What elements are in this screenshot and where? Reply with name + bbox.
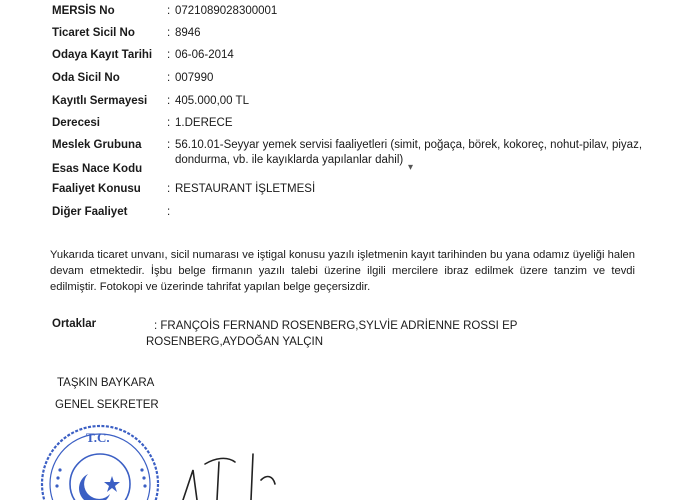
field-label: MERSİS No — [52, 5, 115, 17]
field-value: 405.000,00 TL — [175, 95, 249, 107]
field-label: Diğer Faaliyet — [52, 206, 128, 218]
signatory-title: GENEL SEKRETER — [55, 399, 159, 411]
field-label: Odaya Kayıt Tarihi — [52, 49, 153, 61]
field-colon: : — [167, 117, 171, 129]
field-label: Meslek Grubuna — [52, 139, 142, 151]
field-value: 0721089028300001 — [175, 5, 278, 17]
official-seal-stamp — [38, 412, 168, 500]
partners-value — [146, 318, 576, 350]
field-colon: : — [167, 5, 171, 17]
certificate-statement: Yukarıda ticaret unvanı, sicil numarası ve iştigal konusu yazılı işletmenin kayıt tarihinden bu yana odamız üyeliği halen devam etmektedir. İşbu belge firmanın yazılı talebi üzerine ilgili mercilere ibraz edilmek üzere tanzim ve tevdi edilmiştir. Fotokopi ve üzerinde tahrifat yapılan belge geçersizdir. — [50, 249, 635, 293]
field-label: Derecesi — [52, 117, 100, 129]
field-colon: : — [167, 139, 171, 151]
field-value: 1.DERECE — [175, 117, 233, 129]
field-value: 06-06-2014 — [175, 49, 234, 61]
field-label: Ticaret Sicil No — [52, 27, 135, 39]
stray-mark: ▾ — [408, 162, 414, 173]
partners-colon: : — [154, 320, 158, 332]
field-colon: : — [167, 49, 171, 61]
field-label: Kayıtlı Sermayesi — [52, 95, 148, 107]
field-colon: : — [167, 72, 171, 84]
field-value: 56.10.01-Seyyar yemek servisi faaliyetleri (simit, poğaça, börek, kokoreç, nohut-pilav, piyaz, dondurma, vb. ile kayıklarda yapılanlar dahil) — [175, 139, 643, 166]
field-colon: : — [167, 206, 171, 218]
partners-label: Ortaklar — [52, 318, 97, 330]
handwritten-signature — [175, 440, 295, 500]
field-colon: : — [167, 27, 171, 39]
partners-names: FRANÇOİS FERNAND ROSENBERG,SYLVİE ADRİENNE ROSSI EP ROSENBERG,AYDOĞAN YALÇIN — [146, 320, 518, 348]
stamp-text: T.C. — [86, 430, 110, 445]
field-label: Faaliyet Konusu — [52, 183, 141, 195]
field-value: 007990 — [175, 72, 214, 84]
field-colon: : — [167, 95, 171, 107]
field-label: Esas Nace Kodu — [52, 163, 143, 175]
field-colon: : — [167, 183, 171, 195]
field-value: 8946 — [175, 27, 201, 39]
field-value: RESTAURANT İŞLETMESİ — [175, 183, 316, 195]
signatory-name: TAŞKIN BAYKARA — [57, 377, 155, 389]
field-label: Oda Sicil No — [52, 72, 120, 84]
